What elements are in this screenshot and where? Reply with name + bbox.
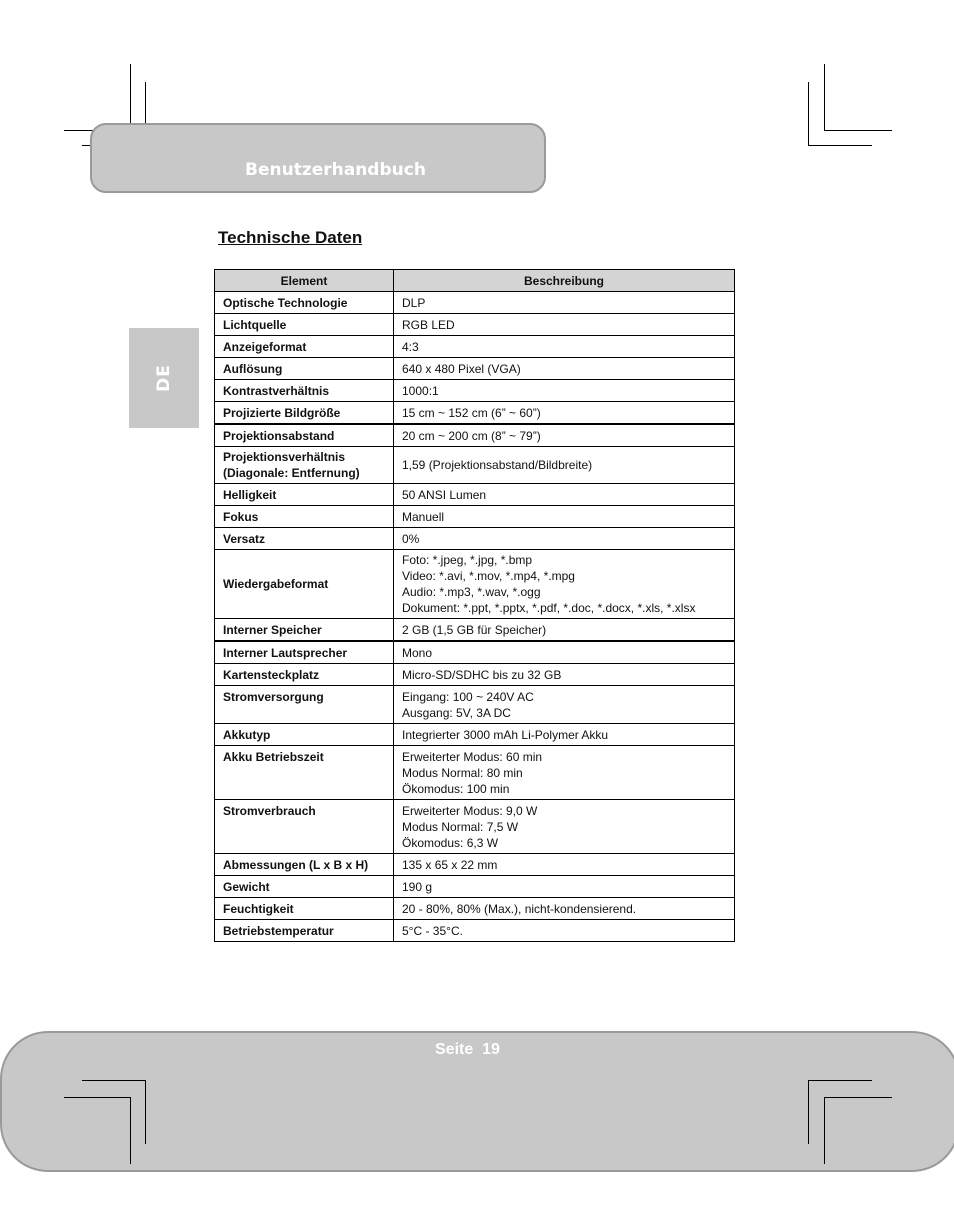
table-row bbox=[215, 550, 735, 619]
spec-value-line: 2 GB (1,5 GB für Speicher) bbox=[402, 622, 547, 637]
table-row bbox=[215, 358, 735, 380]
spec-value-line: 0% bbox=[402, 531, 420, 546]
header-title: Benutzerhandbuch bbox=[245, 160, 426, 180]
spec-value-line: Micro-SD/SDHC bis zu 32 GB bbox=[402, 667, 562, 682]
column-header-element: Element bbox=[215, 270, 394, 292]
spec-label: Projektionsabstand bbox=[215, 424, 394, 447]
spec-label: Gewicht bbox=[215, 876, 394, 898]
spec-label: Interner Lautsprecher bbox=[215, 641, 394, 664]
table-row bbox=[215, 292, 735, 314]
crop-mark bbox=[808, 82, 809, 146]
spec-value bbox=[394, 484, 735, 506]
spec-value-line: Erweiterter Modus: 9,0 W bbox=[402, 804, 538, 818]
spec-label: Stromversorgung bbox=[215, 686, 394, 724]
spec-label: Helligkeit bbox=[215, 484, 394, 506]
crop-mark bbox=[145, 1080, 146, 1144]
spec-label: Projektionsverhältnis (Diagonale: Entfernung) bbox=[215, 447, 394, 484]
crop-mark bbox=[824, 1097, 892, 1098]
page-number: Seite 19 bbox=[435, 1041, 500, 1058]
table-row bbox=[215, 800, 735, 854]
spec-value bbox=[394, 854, 735, 876]
table-row bbox=[215, 506, 735, 528]
crop-mark bbox=[808, 1080, 872, 1081]
spec-value bbox=[394, 641, 735, 664]
spec-value bbox=[394, 380, 735, 402]
spec-value-line: 135 x 65 x 22 mm bbox=[402, 857, 498, 872]
spec-label: Versatz bbox=[215, 528, 394, 550]
spec-label: Auflösung bbox=[215, 358, 394, 380]
spec-table bbox=[214, 269, 735, 942]
table-row bbox=[215, 876, 735, 898]
table-row bbox=[215, 619, 735, 642]
spec-value bbox=[394, 358, 735, 380]
spec-label: Akkutyp bbox=[215, 724, 394, 746]
table-row bbox=[215, 898, 735, 920]
spec-value bbox=[394, 619, 735, 642]
spec-label: Betriebstemperatur bbox=[215, 920, 394, 942]
table-row bbox=[215, 528, 735, 550]
spec-label: Kartensteckplatz bbox=[215, 664, 394, 686]
spec-value bbox=[394, 528, 735, 550]
spec-value-line: 15 cm ~ 152 cm (6” ~ 60”) bbox=[402, 405, 541, 420]
spec-value-line: Integrierter 3000 mAh Li-Polymer Akku bbox=[402, 727, 609, 742]
spec-value bbox=[394, 506, 735, 528]
spec-value-line: 50 ANSI Lumen bbox=[402, 487, 487, 502]
spec-value bbox=[394, 876, 735, 898]
spec-value-line: Audio: *.mp3, *.wav, *.ogg bbox=[402, 585, 541, 599]
spec-value-line: Manuell bbox=[402, 509, 445, 524]
spec-value-line: 20 cm ~ 200 cm (8” ~ 79”) bbox=[402, 428, 541, 443]
spec-value-line: Dokument: *.ppt, *.pptx, *.pdf, *.doc, *.docx, *.xls, *.xlsx bbox=[402, 601, 696, 615]
table-row bbox=[215, 664, 735, 686]
spec-value-line: 1000:1 bbox=[402, 383, 439, 398]
spec-label: Optische Technologie bbox=[215, 292, 394, 314]
crop-mark bbox=[130, 1097, 131, 1164]
spec-value-line: Ausgang: 5V, 3A DC bbox=[402, 706, 511, 720]
spec-label: Feuchtigkeit bbox=[215, 898, 394, 920]
spec-value-line: Video: *.avi, *.mov, *.mp4, *.mpg bbox=[402, 569, 575, 583]
spec-label: Fokus bbox=[215, 506, 394, 528]
language-tab bbox=[129, 328, 199, 428]
crop-mark bbox=[82, 1080, 146, 1081]
table-row bbox=[215, 424, 735, 447]
spec-label: Abmessungen (L x B x H) bbox=[215, 854, 394, 876]
table-row bbox=[215, 402, 735, 425]
crop-mark bbox=[808, 1080, 809, 1144]
spec-value bbox=[394, 746, 735, 800]
spec-label: Kontrastverhältnis bbox=[215, 380, 394, 402]
table-row bbox=[215, 724, 735, 746]
crop-mark bbox=[824, 130, 892, 131]
spec-value bbox=[394, 402, 735, 425]
spec-label: Lichtquelle bbox=[215, 314, 394, 336]
spec-value-line: Eingang: 100 ~ 240V AC bbox=[402, 690, 534, 704]
table-row bbox=[215, 746, 735, 800]
spec-value-line: 4:3 bbox=[402, 339, 419, 354]
spec-value bbox=[394, 292, 735, 314]
spec-value bbox=[394, 336, 735, 358]
spec-label: Anzeigeformat bbox=[215, 336, 394, 358]
language-label: DE bbox=[154, 364, 174, 392]
spec-value-line: Ökomodus: 6,3 W bbox=[402, 836, 499, 850]
table-row bbox=[215, 920, 735, 942]
table-header-row bbox=[215, 270, 735, 292]
spec-value-line: DLP bbox=[402, 295, 426, 310]
spec-value-line: Mono bbox=[402, 645, 433, 660]
spec-table-body bbox=[215, 292, 735, 942]
crop-mark bbox=[824, 1097, 825, 1164]
spec-value bbox=[394, 898, 735, 920]
table-row bbox=[215, 314, 735, 336]
spec-value-line: Erweiterter Modus: 60 min bbox=[402, 750, 543, 764]
table-row bbox=[215, 447, 735, 484]
spec-value bbox=[394, 550, 735, 619]
spec-value bbox=[394, 920, 735, 942]
spec-value bbox=[394, 664, 735, 686]
spec-value-line: RGB LED bbox=[402, 317, 455, 332]
section-title: Technische Daten bbox=[218, 228, 363, 247]
crop-mark bbox=[64, 1097, 131, 1098]
spec-label: Projizierte Bildgröße bbox=[215, 402, 394, 425]
spec-value-line: 640 x 480 Pixel (VGA) bbox=[402, 361, 521, 376]
spec-value-line: Modus Normal: 7,5 W bbox=[402, 820, 519, 834]
spec-value-line: Foto: *.jpeg, *.jpg, *.bmp bbox=[402, 553, 533, 567]
table-row bbox=[215, 854, 735, 876]
table-row bbox=[215, 641, 735, 664]
table-row bbox=[215, 380, 735, 402]
spec-label: Wiedergabeformat bbox=[215, 550, 394, 619]
column-header-description: Beschreibung bbox=[394, 270, 735, 292]
spec-label: Akku Betriebszeit bbox=[215, 746, 394, 800]
spec-value bbox=[394, 686, 735, 724]
spec-value bbox=[394, 424, 735, 447]
spec-value-line: Modus Normal: 80 min bbox=[402, 766, 523, 780]
spec-value-line: 190 g bbox=[402, 879, 433, 894]
crop-mark bbox=[808, 145, 872, 146]
table-row bbox=[215, 484, 735, 506]
spec-label: Interner Speicher bbox=[215, 619, 394, 642]
spec-value-line: 1,59 (Projektionsabstand/Bildbreite) bbox=[402, 458, 593, 472]
spec-value bbox=[394, 447, 735, 484]
table-row bbox=[215, 336, 735, 358]
spec-value-line: 5°C - 35°C. bbox=[402, 923, 463, 938]
table-row bbox=[215, 686, 735, 724]
spec-value bbox=[394, 314, 735, 336]
crop-mark bbox=[824, 64, 825, 130]
spec-value bbox=[394, 800, 735, 854]
spec-value-line: 20 - 80%, 80% (Max.), nicht-kondensierend. bbox=[402, 901, 637, 916]
header-tab bbox=[90, 123, 546, 193]
spec-label: Stromverbrauch bbox=[215, 800, 394, 854]
spec-value-line: Ökomodus: 100 min bbox=[402, 782, 510, 796]
spec-value bbox=[394, 724, 735, 746]
